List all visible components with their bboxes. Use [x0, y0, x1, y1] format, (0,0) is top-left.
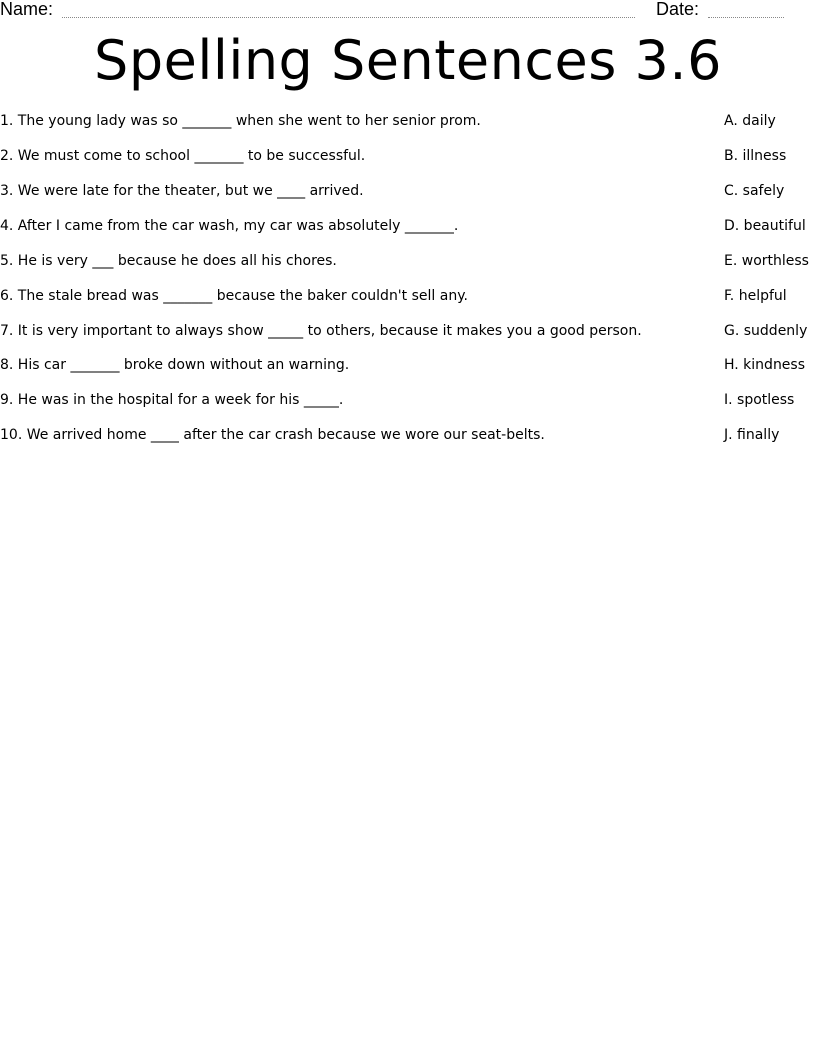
question-7: 7. It is very important to always show _____ to others, because it makes you a good person.: [0, 323, 642, 339]
answer-h: H. kindness: [724, 357, 806, 373]
page-title: Spelling Sentences 3.6: [94, 29, 722, 92]
header: [0, 0, 816, 24]
name-label: Name:: [0, 0, 54, 19]
answer-b: B. illness: [724, 148, 787, 164]
answer-a: A. daily: [724, 113, 776, 129]
question-1: 1. The young lady was so _______ when she went to her senior prom.: [0, 113, 481, 129]
question-4: 4. After I came from the car wash, my car was absolutely _______.: [0, 218, 459, 234]
question-2: 2. We must come to school _______ to be successful.: [0, 148, 366, 164]
answer-d: D. beautiful: [724, 218, 806, 234]
date-field[interactable]: [708, 17, 784, 18]
answer-j: J. finally: [724, 427, 780, 443]
question-10: 10. We arrived home ____ after the car crash because we wore our seat-belts.: [0, 427, 545, 443]
answer-c: C. safely: [724, 183, 785, 199]
question-8: 8. His car _______ broke down without an warning.: [0, 357, 350, 373]
answer-e: E. worthless: [724, 253, 809, 269]
date-label: Date:: [656, 0, 700, 19]
name-field[interactable]: [62, 17, 635, 18]
question-9: 9. He was in the hospital for a week for his _____.: [0, 392, 344, 408]
answer-f: F. helpful: [724, 288, 787, 304]
question-3: 3. We were late for the theater, but we ____ arrived.: [0, 183, 364, 199]
answer-i: I. spotless: [724, 392, 795, 408]
answer-g: G. suddenly: [724, 323, 808, 339]
question-5: 5. He is very ___ because he does all his chores.: [0, 253, 337, 269]
question-6: 6. The stale bread was _______ because the baker couldn't sell any.: [0, 288, 468, 304]
